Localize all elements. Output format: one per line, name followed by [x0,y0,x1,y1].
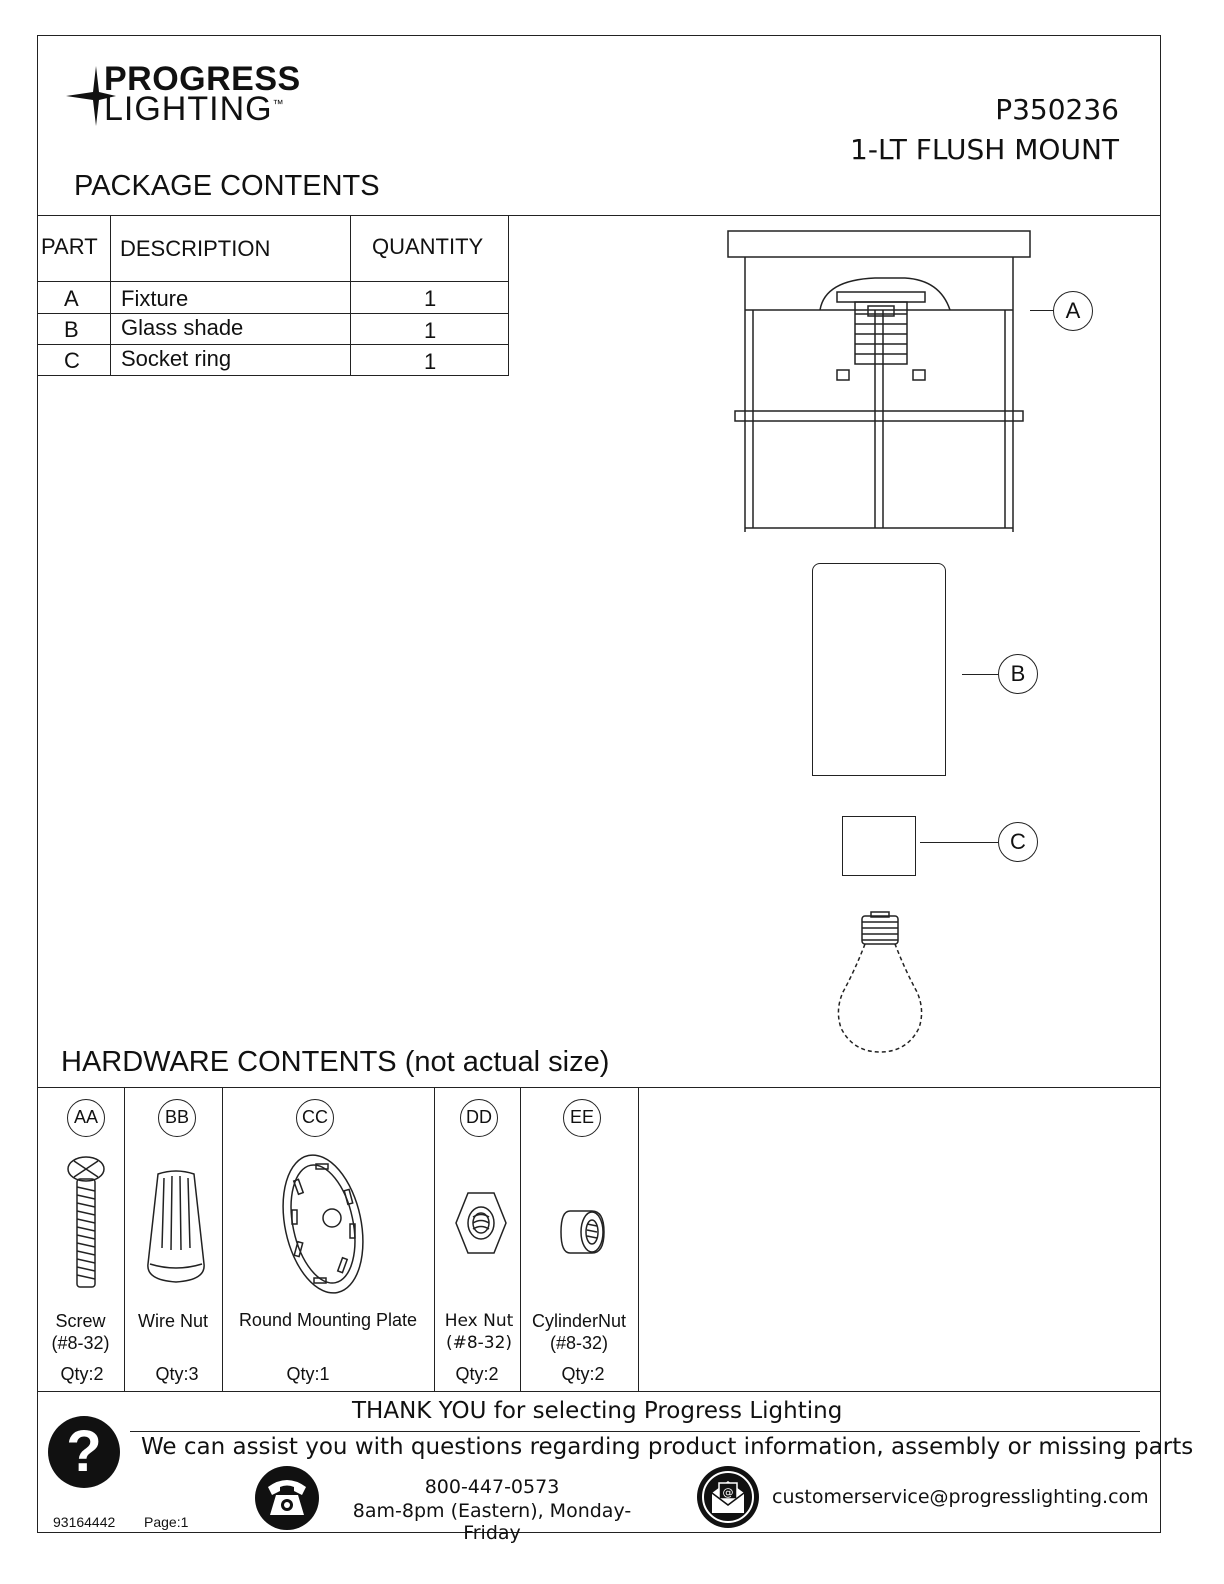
glass-shade-drawing [812,563,946,776]
svg-text:@: @ [722,1486,734,1499]
hardware-qty-bb: Qty:3 [155,1364,199,1384]
mounting-plate-icon [268,1150,378,1298]
table-border [110,216,111,376]
model-number: P350236 [995,93,1119,126]
package-contents-title: PACKAGE CONTENTS [74,170,380,202]
phone-icon [254,1465,320,1531]
hardware-divider [638,1087,639,1391]
brand-line1: PROGRESS [104,60,301,98]
hardware-code-aa: AA [67,1099,105,1137]
socket-ring-drawing [842,816,916,876]
hardware-name-dd: Hex Nut [444,1311,514,1331]
hardware-divider [222,1087,223,1391]
header-quantity: QUANTITY [372,234,484,259]
hardware-name-aa: Screw [55,1311,106,1331]
hardware-spec-dd: (#8-32) [445,1333,513,1353]
thank-you-text: THANK YOU for selecting Progress Lighting [352,1398,843,1424]
hardware-qty-cc: Qty:1 [286,1364,330,1384]
bulb-icon [835,910,925,1055]
hardware-code-dd: DD [460,1099,498,1137]
cylinder-nut-icon [558,1208,608,1256]
hardware-name-ee: CylinderNut [531,1311,627,1331]
callout-leader [1030,310,1054,311]
brand-logo [66,60,316,130]
table-border [37,281,509,282]
table-border [350,216,351,376]
hardware-qty-aa: Qty:2 [60,1364,104,1384]
brand-line2 [104,90,285,129]
callout-b: B [998,654,1038,694]
row-b-description: Glass shade [121,315,244,340]
hardware-divider [124,1087,125,1391]
callout-a: A [1053,291,1093,331]
document-number: 93164442 [53,1514,116,1530]
hex-nut-icon [454,1190,508,1256]
row-c-description: Socket ring [121,346,232,371]
hardware-label-ee [520,1310,638,1354]
callout-leader [920,842,998,843]
divider [37,1391,1161,1392]
hardware-label-aa [37,1310,124,1354]
hardware-code-ee: EE [563,1099,601,1137]
assist-text: We can assist you with questions regarding product information, assembly or missing parts [141,1434,1194,1460]
footer-divider [130,1431,1140,1432]
row-b-quantity: 1 [424,318,437,343]
package-table [37,216,509,376]
table-border [508,216,509,376]
hardware-name-cc: Round Mounting Plate [238,1310,418,1330]
phone-number: 800-447-0573 [424,1476,560,1498]
trademark: ™ [272,98,285,111]
email-address: customerservice@progresslighting.com [772,1486,1149,1508]
hardware-spec-aa: (#8-32) [51,1333,110,1353]
row-a-description: Fixture [121,286,189,311]
hardware-code-bb: BB [158,1099,196,1137]
model-info [850,90,1119,170]
wire-nut-icon [140,1168,212,1286]
hardware-qty-ee: Qty:2 [561,1364,605,1384]
hardware-spec-ee: (#8-32) [549,1333,609,1353]
table-border [37,216,38,376]
hardware-contents-title: HARDWARE CONTENTS (not actual size) [61,1046,610,1078]
screw-icon [64,1155,108,1291]
model-name: 1-LT FLUSH MOUNT [850,133,1119,166]
table-border [37,344,509,345]
callout-leader [962,674,998,675]
hardware-label-bb [124,1310,222,1332]
row-c-quantity: 1 [424,349,437,374]
page-number: Page:1 [144,1514,189,1530]
hardware-name-bb: Wire Nut [137,1311,208,1331]
question-icon: ? [48,1416,120,1488]
table-border [37,313,509,314]
row-b-part: B [64,317,79,342]
header-description: DESCRIPTION [120,236,271,261]
hardware-code-cc: CC [296,1099,334,1137]
brand-line2-text: LIGHTING [104,90,273,128]
row-a-part: A [64,286,79,311]
divider [37,1087,1161,1088]
fixture-drawing [725,228,1035,538]
row-c-part: C [64,348,80,373]
support-hours: 8am-8pm (Eastern), Monday-Friday [352,1500,632,1544]
header-part: PART [41,234,98,259]
table-border [37,375,509,376]
hardware-label-cc [222,1309,434,1331]
callout-c: C [998,822,1038,862]
row-a-quantity: 1 [424,286,437,311]
hardware-label-dd [434,1310,524,1354]
hardware-qty-dd: Qty:2 [455,1364,499,1384]
email-icon [696,1465,760,1529]
